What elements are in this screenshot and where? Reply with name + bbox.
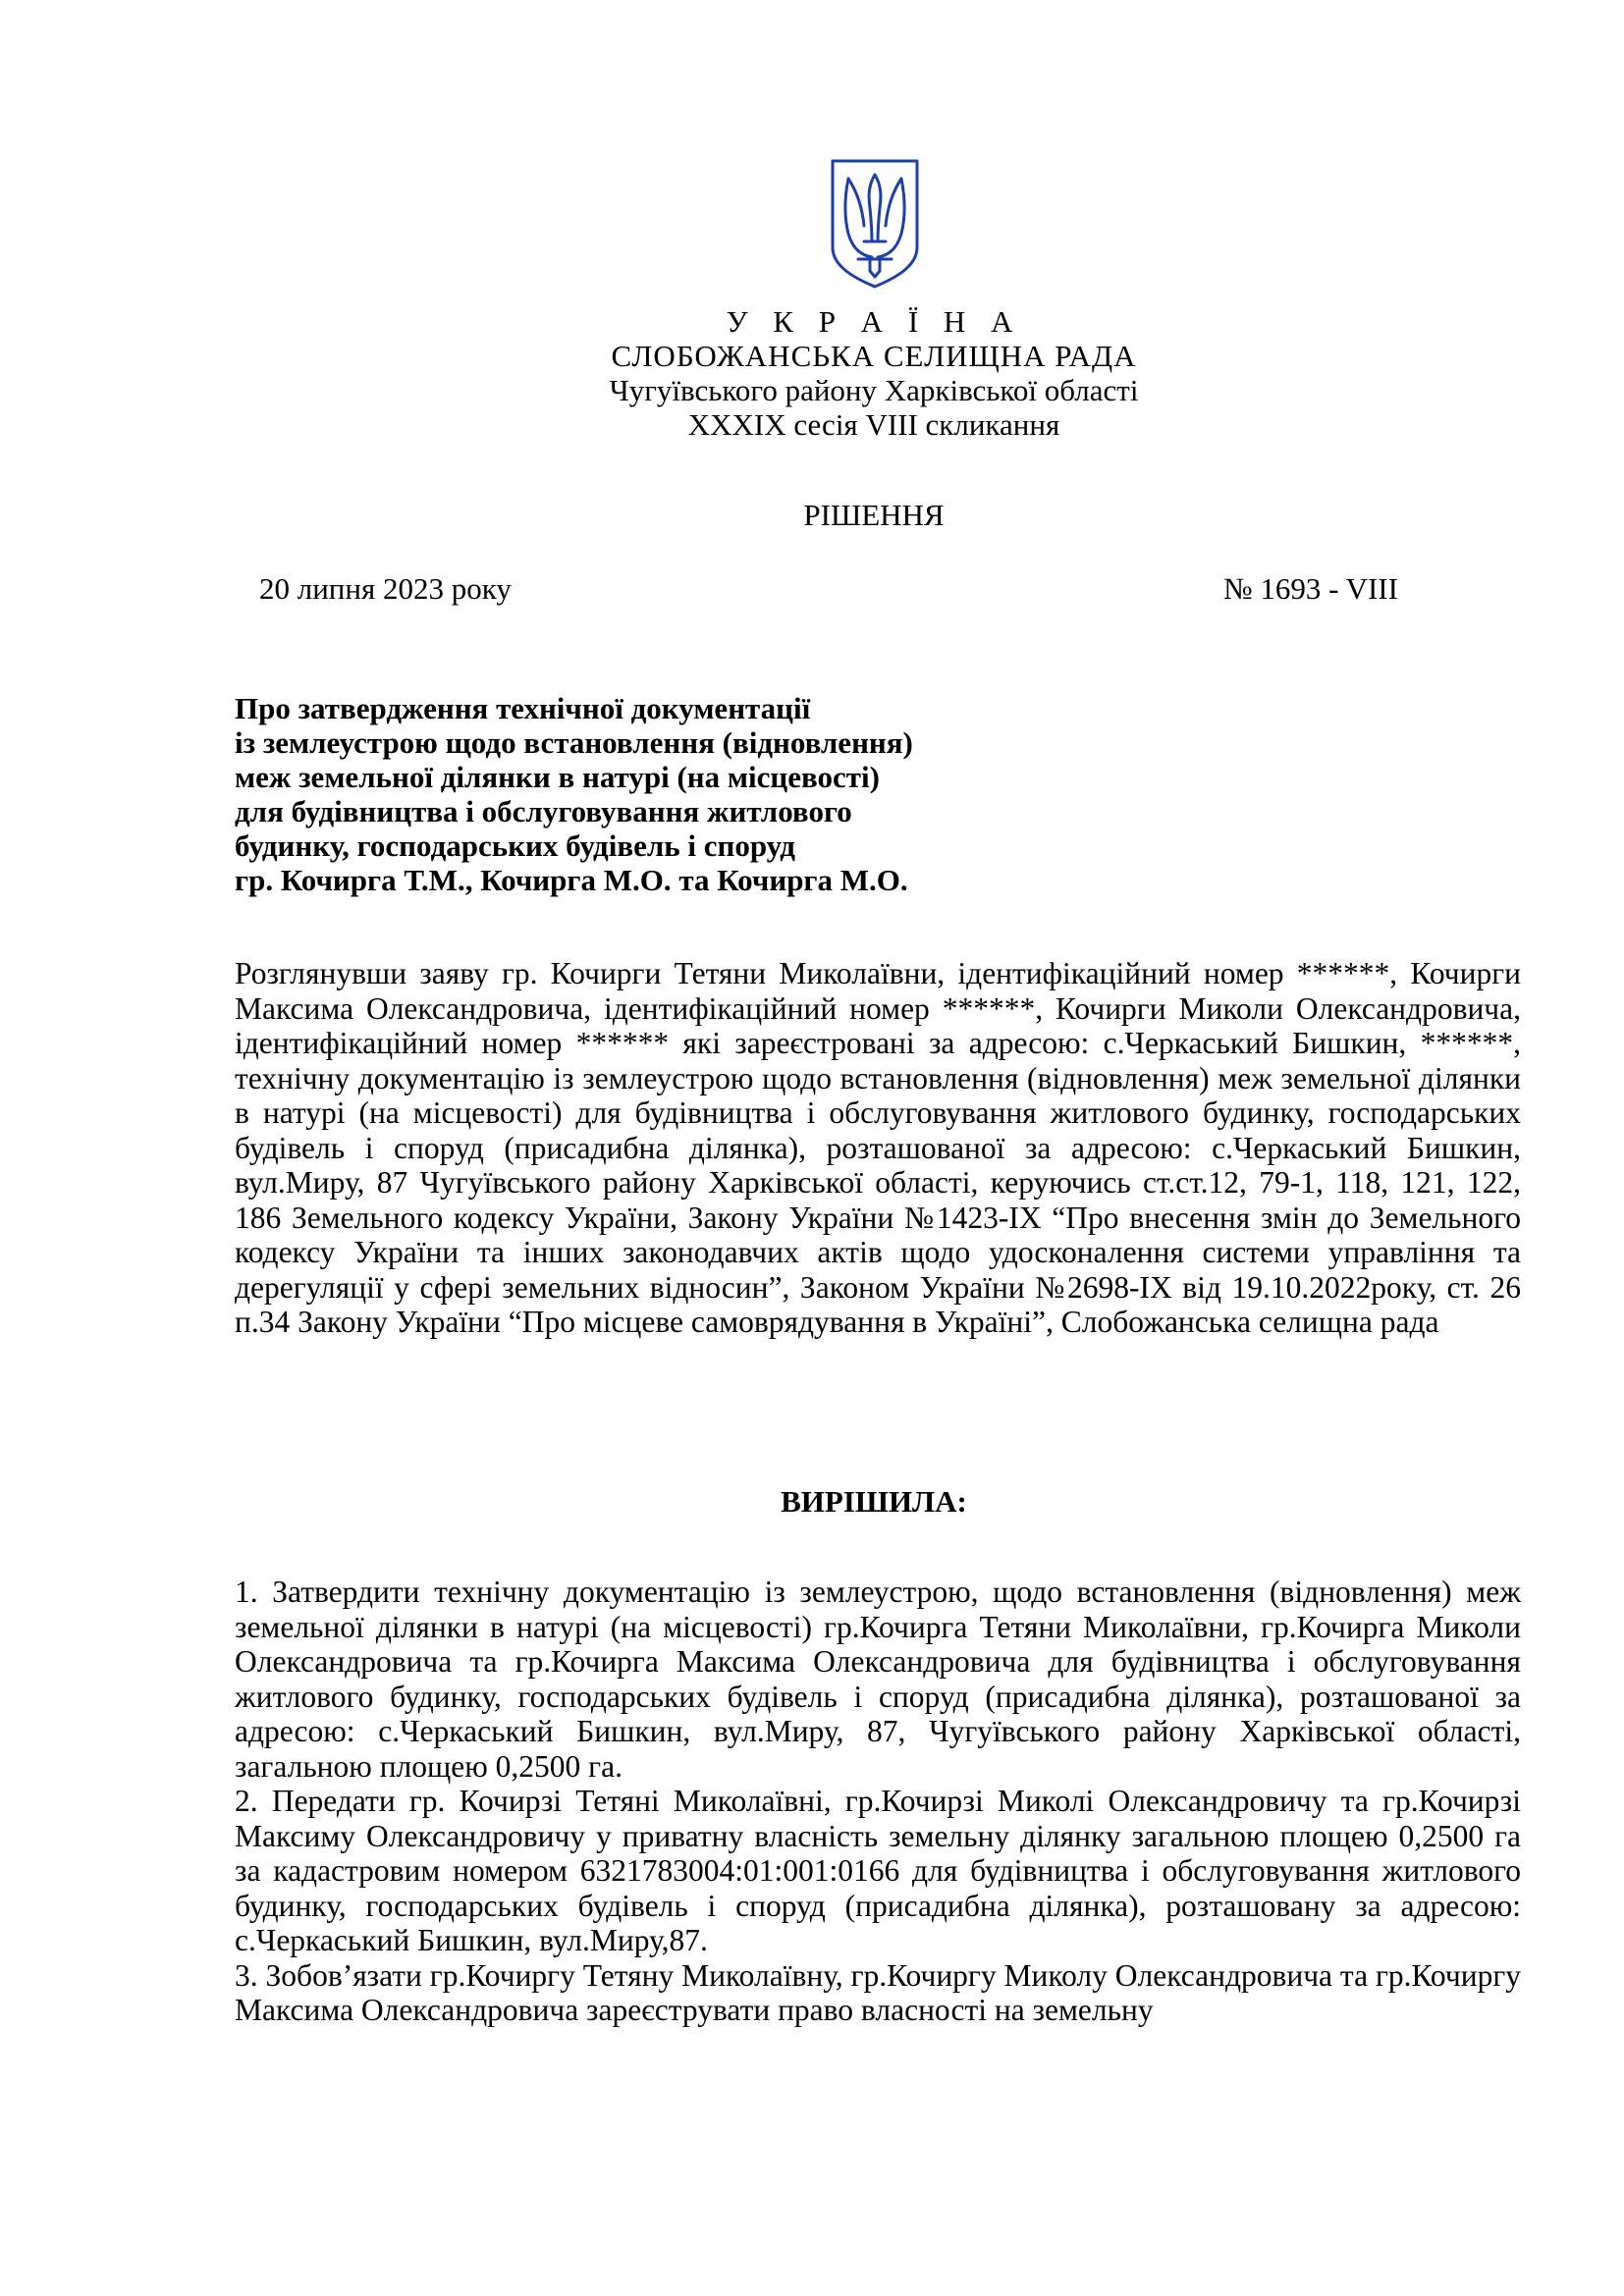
district-name: Чугуївського району Харківської області xyxy=(609,373,1139,407)
council-name: СЛОБОЖАНСЬКА СЕЛИЩНА РАДА xyxy=(611,339,1137,373)
tryzub-coat-of-arms-icon xyxy=(829,157,921,291)
decision-number: № 1693 - VIII xyxy=(1223,571,1398,606)
resolve-heading: ВИРІШИЛА: xyxy=(781,1484,967,1519)
country-name: У К Р А Ї Н А xyxy=(726,304,1022,339)
title-line: будинку, господарських будівель і споруд xyxy=(235,828,795,863)
decision-date: 20 липня 2023 року xyxy=(259,571,512,606)
intro-paragraph: Розглянувши заяву гр. Кочирги Тетяни Миколаївни, ідентифікаційний номер ******, Кочирги Максима Олександровича, ідентифікаційний номер ******, Кочирги Миколи Олександровича, ідентифікаційний номер ****** які зареєстровані за адресою: с.Черкаський Бишкин, ******, технічну документацію із землеустрою щодо встановлення (відновлення) меж земельної ділянки в натурі (на місцевості) для будівництва і обслуговування житлового будинку, господарських будівель і споруд (присадибна ділянка), розташованої за адресою: с.Черкаський Бишкин, вул.Миру, 87 Чугуївського району Харківської області, керуючись ст.ст.12, 79-1, 118, 121, 122, 186 Земельного кодексу України, Закону України №1423-IX “Про внесення змін до Земельного кодексу України та інших законодавчих актів щодо удосконалення системи управління та дерегуляції у сфері земельних відносин”, Законом України №2698-IX від 19.10.2022року, ст. 26 п.34 Закону України “Про місцеве самоврядування в Україні”, Слобожанська селищна рада xyxy=(235,956,1521,1339)
document-header xyxy=(0,304,1624,442)
decision-item: 1. Затвердити технічну документацію із землеустрою, щодо встановлення (відновлення) меж земельної ділянки в натурі (на місцевості) гр.Кочирга Тетяни Миколаївни, гр.Кочирга Миколи Олександровича та гр.Кочирга Максима Олександровича для будівництва і обслуговування житлового будинку, господарських будівель і споруд (присадибна ділянка), розташованої за адресою: с.Черкаський Бишкин, вул.Миру, 87, Чугуївського району Харківської області, загальною площею 0,2500 га. xyxy=(235,1575,1521,1784)
title-line: гр. Кочирга Т.М., Кочирга М.О. та Кочирга М.О. xyxy=(235,863,908,897)
title-line: із землеустрою щодо встановлення (відновлення) xyxy=(235,725,913,760)
decision-items xyxy=(235,1575,1521,2028)
title-line: меж земельної ділянки в натурі (на місцевості) xyxy=(235,760,880,794)
decision-title xyxy=(235,691,913,897)
decision-item: 2. Передати гр. Кочирзі Тетяні Миколаївні, гр.Кочирзі Миколі Олександровичу та гр.Кочирзі Максиму Олександровичу у приватну власність земельну ділянку загальною площею 0,2500 га за кадастровим номером 6321783004:01:001:0166 для будівництва і обслуговування житлового будинку, господарських будівель і споруд (присадибна ділянка), розташовану за адресою: с.Черкаський Бишкин, вул.Миру,87. xyxy=(235,1784,1521,1957)
decision-item: 3. Зобов’язати гр.Кочиргу Тетяну Миколаївну, гр.Кочиргу Миколу Олександровича та гр.Кочиргу Максима Олександровича зареєструвати право власності на земельну xyxy=(235,1957,1521,2027)
decision-heading: РІШЕННЯ xyxy=(803,498,945,532)
session-info: XXXIX сесія VIII скликання xyxy=(687,407,1060,442)
title-line: для будівництва і обслуговування житлового xyxy=(235,794,852,828)
title-line: Про затвердження технічної документації xyxy=(235,691,811,725)
